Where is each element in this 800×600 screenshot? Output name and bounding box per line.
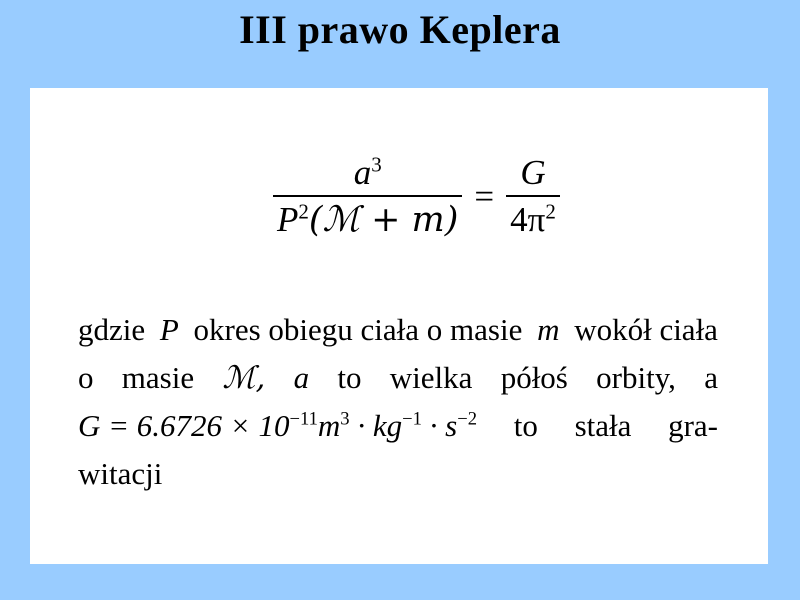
lhs-fraction — [273, 154, 462, 239]
rhs-numerator — [516, 154, 549, 195]
unit-s: · s — [421, 408, 458, 443]
exponent: 3 — [371, 152, 382, 177]
exponent: 2 — [298, 198, 309, 223]
kepler-formula — [273, 154, 560, 239]
mass-sum: (ℳ + m) — [308, 199, 459, 240]
word: witacji — [78, 456, 163, 491]
mass-symbol: m — [537, 312, 560, 347]
word: półoś — [500, 360, 568, 395]
description-text — [78, 306, 718, 498]
word: orbity, — [596, 360, 676, 395]
content-panel — [30, 88, 768, 564]
equals-sign: = — [474, 176, 495, 216]
word: to — [337, 360, 362, 395]
unit-m: m — [317, 408, 341, 443]
unit-kg: · kg — [349, 408, 403, 443]
word: masie — [121, 360, 195, 395]
constant-expression: G = 6.6726 × 10 — [78, 408, 290, 443]
description-line-2 — [78, 354, 718, 402]
rhs-fraction — [506, 154, 560, 239]
word: to — [513, 408, 538, 443]
word: wielka — [389, 360, 473, 395]
word: gra- — [668, 408, 718, 443]
word-group: wokół ciała — [574, 312, 718, 347]
semi-major-axis-symbol: a — [293, 360, 310, 395]
gravitational-constant-symbol: G — [520, 153, 546, 192]
semi-major-axis-symbol: a — [353, 153, 372, 192]
lhs-numerator — [350, 154, 386, 195]
exponent: −1 — [402, 408, 422, 430]
constant-value — [78, 402, 477, 450]
exponent: 2 — [545, 198, 556, 223]
big-mass-symbol: ℳ, — [222, 360, 266, 396]
four-pi: 4π — [510, 199, 546, 239]
word-group: okres obiegu ciała o masie — [193, 312, 523, 347]
description-line-3 — [78, 402, 718, 450]
exponent: 3 — [340, 408, 350, 430]
word: stała — [574, 408, 632, 443]
description-line-4 — [78, 450, 718, 498]
lhs-denominator — [273, 197, 462, 240]
word: a — [704, 360, 718, 395]
period-symbol: P — [159, 312, 179, 347]
slide-title: III prawo Keplera — [239, 7, 561, 52]
period-symbol: P — [277, 199, 299, 239]
word: gdzie — [78, 312, 146, 347]
description-line-1 — [78, 306, 718, 354]
rhs-denominator — [506, 197, 560, 240]
exponent: −11 — [289, 408, 318, 430]
exponent: −2 — [457, 408, 477, 430]
word: o — [78, 360, 94, 395]
